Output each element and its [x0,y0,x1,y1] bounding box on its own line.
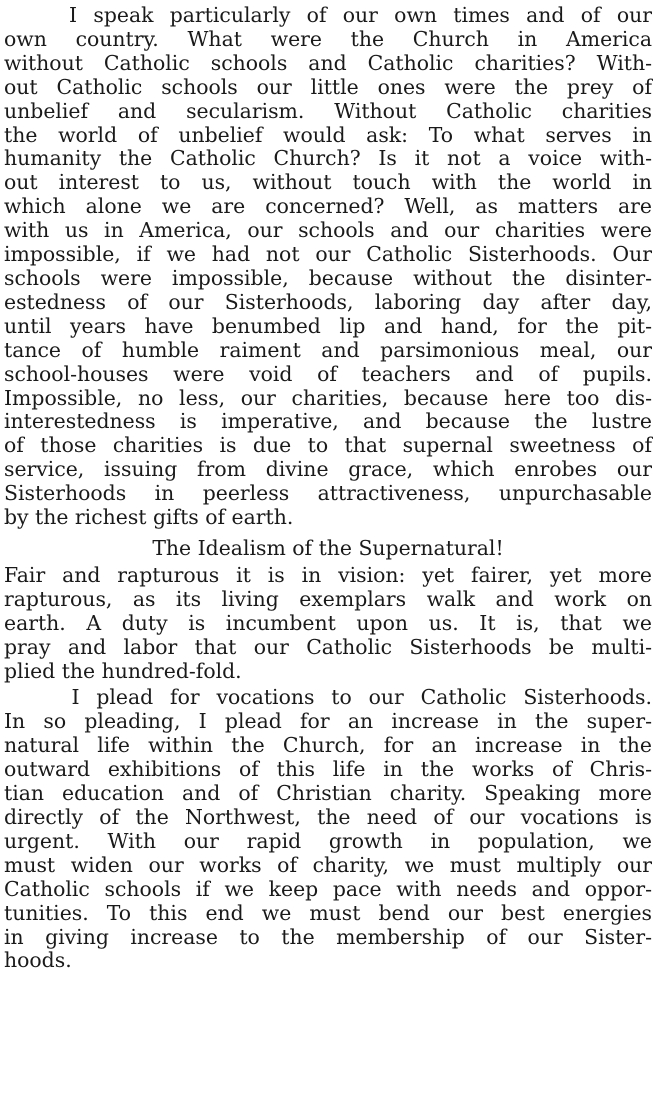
text-line: tunities. To this end we must bend our best energies [4,900,652,925]
text-line: rapturous, as its living exemplars walk and work on [4,586,652,611]
text-line: until years have benumbed lip and hand, for the pit- [4,313,652,338]
text-line: I plead for vocations to our Catholic Sisterhoods. [4,685,652,710]
text-line: service, issuing from divine grace, which enrobes our [4,457,652,482]
text-line: interestedness is imperative, and because the lustre [4,409,652,434]
text-line: by the richest gifts of earth. [4,505,294,530]
text-line: earth. A duty is incumbent upon us. It is, that we [4,610,652,635]
text-line: tance of humble raiment and parsimonious meal, our [4,337,652,362]
text-line: estedness of our Sisterhoods, laboring day after day, [4,289,652,314]
text-line: must widen our works of charity, we must multiply our [4,852,652,877]
text-line: I speak particularly of our own times and of our [4,3,652,27]
text-line: tian education and of Christian charity. Speaking more [4,781,652,806]
text-line: out Catholic schools our little ones were the prey of [4,74,652,99]
text-line: of those charities is due to that supernal sweetness of [4,433,652,458]
text-line: the world of unbelief would ask: To what serves in [4,122,652,147]
text-line: hoods. [4,948,72,973]
text-line: without Catholic schools and Catholic charities? With- [4,50,652,75]
paragraph-2 [4,564,652,684]
text-line: In so pleading, I plead for an increase in the super- [4,709,652,734]
text-line: natural life within the Church, for an increase in the [4,733,652,758]
text-line: pray and labor that our Catholic Sisterhoods be multi- [4,634,652,659]
text-line: which alone we are concerned? Well, as matters are [4,194,652,219]
text-line: impossible, if we had not our Catholic Sisterhoods. Our [4,242,652,267]
document-page [4,4,652,973]
text-line: humanity the Catholic Church? Is it not a voice with- [4,146,652,171]
paragraph-3 [4,686,652,973]
text-line: Catholic schools if we keep pace with needs and oppor- [4,876,652,901]
paragraph-1 [4,4,652,530]
text-line: with us in America, our schools and our charities were [4,218,652,243]
text-line: school-houses were void of teachers and of pupils. [4,361,652,386]
text-line: unbelief and secularism. Without Catholic charities [4,98,652,123]
text-line: out interest to us, without touch with the world in [4,170,652,195]
text-line: schools were impossible, because without the disinter- [4,265,652,290]
text-line: Fair and rapturous it is in vision: yet fairer, yet more [4,562,652,587]
text-line: Impossible, no less, our charities, because here too dis- [4,385,652,410]
text-line: plied the hundred-fold. [4,658,242,683]
text-line: Sisterhoods in peerless attractiveness, unpurchasable [4,481,652,506]
section-heading: The Idealism of the Supernatural! [152,535,504,560]
text-line: outward exhibitions of this life in the works of Chris- [4,757,652,782]
text-line: in giving increase to the membership of our Sister- [4,924,652,949]
text-line: directly of the Northwest, the need of our vocations is [4,805,652,829]
text-line: urgent. With our rapid growth in population, we [4,828,652,853]
text-line: own country. What were the Church in America [4,26,652,51]
